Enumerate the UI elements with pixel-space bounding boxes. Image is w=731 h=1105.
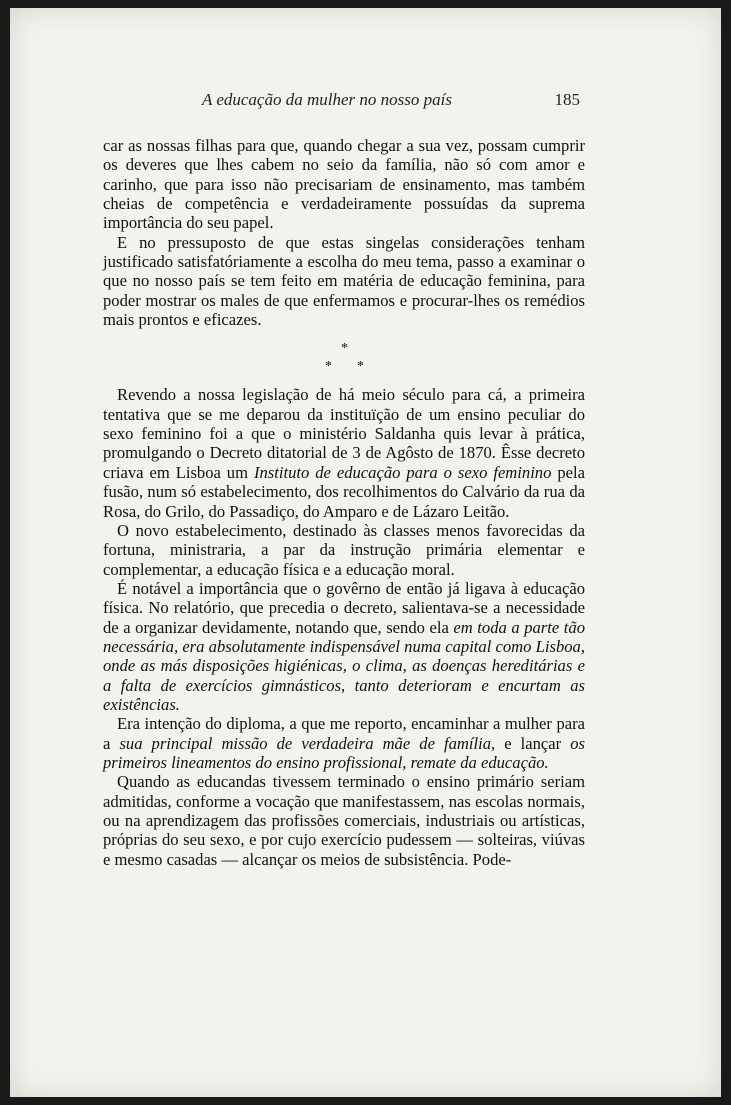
paragraph: É notável a importância que o govêrno de então já ligava à educação física. No relatório, que precedia o decreto, salientava-se a necessidade de a organizar devidamente, notando que, sendo ela em toda a parte tão necessária, era absolutamente indispensável numa capital como Lisboa, onde as más disposições higiénicas, o clima, as doenças hereditárias e a falta de exercícios gimnásticos, tanto deterioram e encurtam as existências. (103, 578, 585, 714)
paragraph: Era intenção do diploma, a que me reporto, encaminhar a mulher para a sua principal missão de verdadeira mãe de família, e lançar os primeiros lineamentos do ensino profissional, remate da educação. (103, 714, 586, 772)
running-title: A educação da mulher no nosso país (202, 90, 452, 109)
emphasis: sua principal missão de verdadeira mãe de família, (119, 733, 496, 753)
paragraph: O novo estabelecimento, destinado às classes menos favorecidas da fortuna, ministraria, a par da instrução primária elementar e complementar, a educação física e a educação moral. (103, 520, 585, 579)
paragraph: Quando as educandas tivessem terminado o ensino primário seriam admitidas, conforme a vocação que manifestassem, nas escolas normais, ou na aprendizagem das profissões comerciais, industriais ou artísticas, próprias do seu sexo, e por cujo exercício pudessem — solteiras, viúvas e mesmo casadas — alcançar os meios de subsistência. Pode- (103, 772, 585, 869)
body-text (103, 136, 585, 869)
emphasis: Instituto de educação para o sexo feminino (253, 462, 552, 482)
ornament-star: * (325, 359, 332, 375)
page-number: 185 (554, 90, 580, 109)
section-ornament (103, 329, 585, 385)
paragraph: car as nossas filhas para que, quando chegar a sua vez, possam cumprir os deveres que lhes cabem no seio da família, não só com amor e carinho, que para isso não precisariam de ensinamento, mas também cheias de competência e verdadeiramente possuídas da suprema importância do seu papel. (103, 136, 585, 233)
book-page (10, 8, 721, 1097)
ornament-star: * (341, 341, 348, 357)
emphasis: em toda a parte tão necessária, era absolutamente indispensável numa capital como Lisboa, onde as más disposições higiénicas, o clima, as doenças hereditárias e a falta de exercícios gimnásticos, tanto deterioram e encurtam as existências. (103, 617, 585, 714)
ornament-star: * (357, 359, 364, 375)
paragraph: E no pressuposto de que estas singelas considerações tenham justificado satisfatóriamente a escolha do meu tema, passo a examinar o que no nosso país se tem feito em matéria de educação feminina, para poder mostrar os males de que enfermamos e procurar-lhes os remédios mais prontos e eficazes. (103, 232, 585, 330)
paragraph: Revendo a nossa legislação de há meio século para cá, a primeira tentativa que se me deparou da instituïção de um ensino peculiar do sexo feminino foi a que o ministério Saldanha quis levar à prática, promulgando o Decreto ditatorial de 3 de Agôsto de 1870. Êsse decreto criava em Lisboa um Instituto de educação para o sexo feminino pela fusão, num só estabelecimento, dos recolhimentos do Calvário da rua da Rosa, do Grilo, do Passadiço, do Amparo e de Lázaro Leitão. (103, 385, 585, 521)
emphasis: os primeiros lineamentos do ensino profissional, remate da educação. (103, 733, 586, 772)
